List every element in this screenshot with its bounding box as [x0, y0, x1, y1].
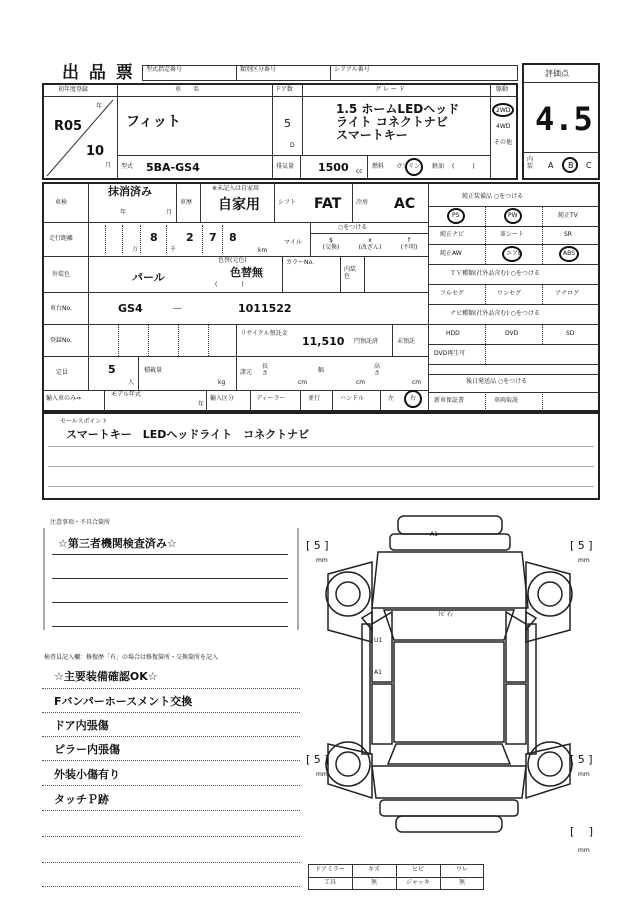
fuel-label: 燃料: [372, 163, 385, 170]
interior-grade-a: A: [548, 161, 554, 170]
color-change-value: 色替無: [230, 266, 263, 279]
damage-windshield: ﾄﾋﾞ石: [438, 611, 454, 618]
exterior-color: パール: [132, 271, 165, 284]
tire-front-right: [ 5 ]: [570, 539, 593, 552]
capacity-unit: 人: [128, 379, 135, 386]
cc-unit: cc: [356, 168, 363, 175]
fuel-gasoline-circle: [405, 158, 423, 176]
equip-ps: PS: [452, 212, 460, 219]
original-color-blank: ( ): [215, 281, 244, 288]
damage-left-door-u1: U1: [374, 637, 383, 644]
steering-right: 右: [410, 395, 417, 402]
door-count: 5: [284, 117, 291, 130]
import-parallel: 並行: [308, 395, 321, 402]
type-designation-label: 型式指定番号: [146, 66, 183, 73]
drive-other: その他: [494, 139, 513, 146]
car-name-label: 車 名: [175, 86, 200, 93]
height-unit: cm: [412, 379, 422, 386]
mileage-sen-unit: 千: [170, 246, 177, 253]
equip-abs: ABS: [563, 250, 575, 257]
tire-spare: [ ]: [570, 825, 594, 838]
accessory-jack-value: 無: [458, 879, 465, 886]
mileage-digit-2: 2: [186, 231, 194, 244]
history-note: ※未記入は自家用: [212, 185, 260, 192]
tire-front-left: [ 5 ]: [306, 539, 329, 552]
import-dealer: ディーラー: [256, 395, 286, 402]
inspection-value: 抹消済み: [108, 185, 152, 198]
equip-oem-wheels: 純正AW: [440, 250, 462, 257]
height-label: 高さ: [374, 363, 381, 377]
drive-2wd-circle: [492, 103, 514, 117]
accessory-crack-label: ヒビ: [411, 866, 424, 873]
chassis-number-label: 車台No.: [50, 305, 72, 312]
navi-hdd: HDD: [446, 330, 460, 337]
fuel-diesel: 軽油: [432, 163, 445, 170]
inspector-line-5: 外装小傷有り: [54, 768, 120, 781]
displacement: 1500: [318, 161, 349, 174]
first-registration-label: 初年度登録: [58, 86, 89, 93]
accessory-mirror-label: ドアミラー: [315, 866, 345, 873]
history-label: 車歴: [180, 199, 193, 206]
notes-label: 注意事項・不具合箇所: [50, 519, 111, 526]
history-value: 自家用: [218, 197, 260, 213]
grade-label: グ レ ー ド: [375, 86, 405, 93]
grade-line-3: スマートキー: [336, 128, 408, 142]
odometer-tampered: x (改ざん): [358, 237, 382, 252]
steering-left: 左: [388, 395, 395, 402]
car-diagram: [318, 512, 580, 858]
inspection-year-unit: 年: [120, 209, 127, 216]
recycle-fee: 11,510: [302, 335, 345, 348]
sales-point-label: セールスポイント: [60, 418, 108, 425]
mile-label: マイル: [284, 239, 302, 246]
tv-oneseg: ワンセグ: [497, 290, 522, 297]
chassis-dash: －: [172, 302, 183, 315]
year-unit: 年: [96, 103, 103, 110]
tire-rear-right-value: 5: [577, 753, 585, 766]
km-unit: km: [258, 247, 268, 254]
navi-type-title: ナビ種類(社外品含む) ○をつける: [450, 310, 540, 317]
interior-grade-b-circle: [562, 157, 578, 173]
recycle-unpaid: 未預託: [397, 338, 416, 345]
door-suffix: D: [290, 142, 295, 149]
damage-left-door-a1: A1: [374, 669, 382, 676]
equip-sunroof: SR: [564, 231, 572, 238]
model-year-label: モデル年式: [111, 391, 141, 398]
inspection-month-unit: 月: [166, 209, 173, 216]
steering-label: ハンドル: [340, 395, 365, 402]
mileage-digit-3: 7: [209, 231, 217, 244]
notes-line-1: ☆第三者機関検査済み☆: [58, 537, 177, 550]
interior-grade-c: C: [586, 161, 592, 170]
color-change-title: 色替(元色): [218, 257, 247, 264]
month-unit: 月: [105, 162, 112, 169]
first-reg-month: 10: [86, 144, 105, 159]
odometer-unknown: f (不明): [400, 237, 418, 252]
tire-rear-left-value: 5: [313, 753, 321, 766]
accessory-jack-label: ジャッキ: [406, 879, 430, 886]
model-year-unit: 年: [198, 401, 205, 408]
damage-front-bumper: A1: [430, 531, 438, 538]
later-shipment-title: 後日発送品 ○をつける: [466, 378, 528, 385]
equip-leather-seat: 革シート: [500, 231, 525, 238]
shift-label: シフト: [278, 199, 297, 206]
equip-abs-circle: [559, 246, 579, 262]
dvd-playback: DVD再生可: [434, 350, 466, 357]
tv-type-title: ＴＶ種類(社外品含む) ○をつける: [450, 270, 540, 277]
door-count-label: ドア数: [275, 86, 293, 93]
drive-2wd: 2WD: [496, 107, 511, 114]
inspector-line-4: ピラー内張傷: [54, 743, 120, 756]
width-label: 幅: [318, 367, 325, 374]
tire-rear-left-unit: mm: [316, 771, 328, 778]
sales-point-text: スマートキー LEDヘッドライト コネクトナビ: [66, 428, 310, 441]
tire-front-right-unit: mm: [578, 557, 590, 564]
interior-color-label: 内装色: [344, 266, 357, 281]
width-unit: cm: [356, 379, 366, 386]
shift-value: FAT: [314, 196, 342, 212]
ac-label: 冷房: [356, 199, 369, 206]
inspector-line-6: タッチＰ跡: [54, 793, 109, 806]
displacement-label: 排気量: [276, 163, 295, 170]
accessory-scratch-label: キズ: [368, 866, 380, 873]
mileage-man-unit: 万: [132, 246, 139, 253]
inspector-label: 検査員記入欄：修復歴「有」の場合は修復箇所・交換箇所を記入: [44, 654, 219, 661]
equip-oem-tv: 純正TV: [558, 212, 578, 219]
fuel-gasoline: ガソリン: [396, 163, 421, 170]
model-code: 5BA-GS4: [146, 161, 200, 174]
serial-number-label: シリアル番号: [334, 66, 370, 73]
equip-ps-circle: [447, 208, 465, 224]
recycle-paid: 円預託済: [354, 338, 379, 345]
later-manual: 車両取説: [494, 397, 519, 404]
navi-dvd: DVD: [505, 330, 519, 337]
chassis-number: 1011522: [238, 302, 292, 315]
chassis-prefix: GS4: [118, 302, 143, 315]
load-capacity-label: 積載量: [144, 367, 163, 374]
grade-line-1: 1.5 ホームLEDヘッド: [336, 102, 460, 116]
tire-rear-right: [ 5 ]: [570, 753, 593, 766]
steering-right-circle: [404, 390, 422, 408]
mileage-digit-4: 8: [229, 231, 237, 244]
recycle-fee-label: リサイクル預託金: [240, 330, 288, 337]
equip-airbag-circle: [502, 246, 522, 262]
dimensions-label: 諸元: [240, 369, 253, 376]
equipment-title: 純正装備品 ○をつける: [462, 193, 524, 200]
inspector-line-2: Fバンパーホースメント交換: [54, 695, 193, 708]
odometer-title: ○をつける: [338, 224, 368, 231]
color-number-label: カラーNo.: [286, 259, 314, 266]
tv-fullseg: フルセグ: [440, 290, 464, 297]
page-title: 出 品 票: [62, 63, 135, 83]
navi-sd: SD: [566, 330, 575, 337]
category-number-label: 類別区分番号: [240, 66, 277, 73]
length-unit: cm: [298, 379, 308, 386]
odometer-replaced: $ (交換): [322, 237, 340, 252]
model-label: 型式: [121, 163, 134, 170]
score-value: 4.5: [535, 100, 593, 138]
accessory-break-label: ワレ: [455, 866, 468, 873]
inspection-label: 車検: [55, 199, 68, 206]
ac-value: AC: [394, 196, 416, 212]
import-only-label: 輸入車のみ⇒: [46, 395, 82, 402]
first-reg-era: R05: [54, 119, 83, 134]
tire-spare-unit: mm: [578, 847, 590, 854]
import-class-label: 輸入区分: [210, 395, 235, 402]
kg-unit: kg: [218, 379, 226, 386]
registration-number-label: 登録No.: [50, 337, 72, 344]
grade-line-2: ライト コネクトナビ: [336, 115, 448, 129]
interior-grade-label: 内装: [527, 156, 534, 170]
mileage-digit-1: 8: [150, 231, 158, 244]
tire-rear-right-unit: mm: [578, 771, 590, 778]
exterior-color-label: 外装色: [52, 271, 71, 278]
length-label: 長さ: [262, 363, 269, 377]
tire-front-left-unit: mm: [316, 557, 328, 564]
tv-analog: アナログ: [555, 290, 580, 297]
capacity: 5: [108, 363, 116, 376]
tire-front-right-value: 5: [577, 539, 585, 552]
drive-4wd: 4WD: [496, 123, 511, 130]
score-label: 評価点: [545, 69, 569, 78]
accessory-tools-label: 工具: [323, 879, 336, 886]
equip-pw: PW: [508, 212, 518, 219]
capacity-label: 定員: [56, 369, 69, 376]
accessory-tools-value: 無: [370, 879, 377, 886]
tire-front-left-value: 5: [313, 539, 321, 552]
interior-grade-b: B: [568, 161, 574, 170]
car-name: フィット: [126, 114, 181, 130]
equip-oem-navi: 純正ナビ: [440, 231, 465, 238]
mileage-label: 走行距離: [49, 235, 74, 242]
drive-label: 駆動: [496, 86, 509, 93]
inspector-line-3: ドア内張傷: [54, 719, 109, 732]
later-warranty: 新車保証書: [434, 397, 465, 404]
equip-pw-circle: [504, 208, 522, 224]
inspector-line-1: ☆主要装備確認OK☆: [54, 670, 158, 683]
tire-rear-left: [ 5 ]: [306, 753, 329, 766]
equip-airbag: エアB: [506, 250, 523, 257]
